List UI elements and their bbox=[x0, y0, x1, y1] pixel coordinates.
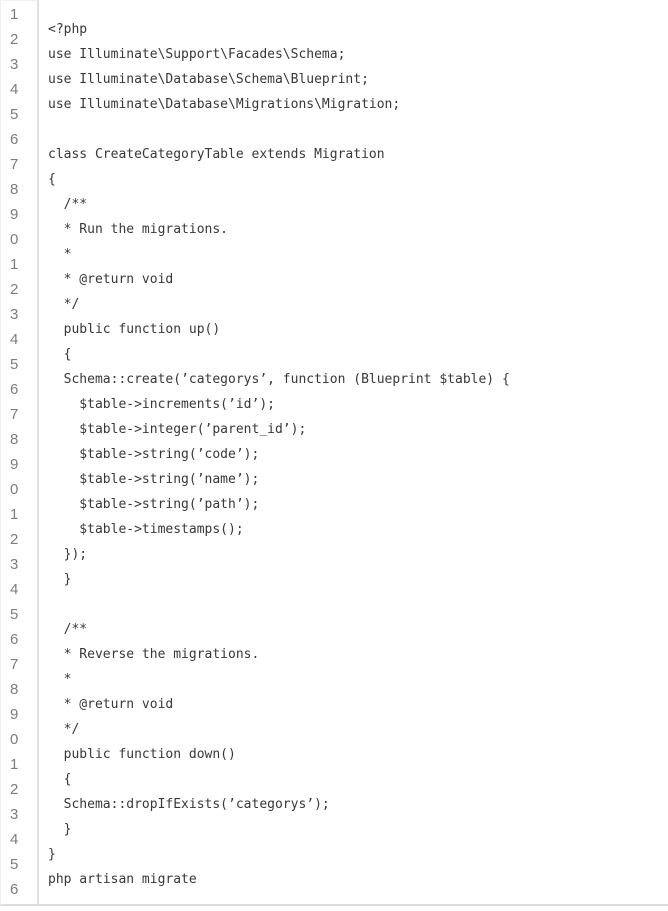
code-line: * Run the migrations. bbox=[48, 222, 229, 237]
code-line: }); bbox=[48, 547, 88, 562]
line-number: 9 bbox=[10, 456, 19, 473]
line-number: 1 bbox=[10, 256, 19, 273]
code-line: $table->string(’name’); bbox=[48, 472, 260, 487]
code-line: public function down() bbox=[48, 747, 236, 762]
code-line: * @return void bbox=[48, 697, 174, 712]
code-line bbox=[48, 117, 668, 142]
line-number: 3 bbox=[10, 806, 19, 823]
line-number: 2 bbox=[10, 781, 19, 798]
code-line: * Reverse the migrations. bbox=[48, 647, 260, 662]
code-line: /** bbox=[48, 622, 88, 637]
line-number: 5 bbox=[10, 356, 19, 373]
code-line: $table->increments(’id’); bbox=[48, 397, 275, 412]
line-number: 6 bbox=[10, 631, 19, 648]
line-number: 6 bbox=[10, 381, 19, 398]
line-number: 3 bbox=[10, 56, 19, 73]
code-line: php artisan migrate bbox=[48, 872, 197, 887]
line-number: 2 bbox=[10, 531, 19, 548]
code-line bbox=[48, 892, 668, 904]
line-number: 3 bbox=[10, 556, 19, 573]
line-number: 3 bbox=[10, 306, 19, 323]
line-number: 0 bbox=[10, 481, 19, 498]
line-number: 7 bbox=[10, 656, 19, 673]
line-number: 4 bbox=[10, 581, 19, 598]
code-line: $table->timestamps(); bbox=[48, 522, 244, 537]
code-line: { bbox=[48, 772, 72, 787]
code-line: } bbox=[48, 572, 72, 587]
line-number: 2 bbox=[10, 31, 19, 48]
code-line: use Illuminate\Database\Migrations\Migration; bbox=[48, 97, 401, 112]
code-line: */ bbox=[48, 297, 80, 312]
line-number: 0 bbox=[10, 731, 19, 748]
code-line: $table->string(’path’); bbox=[48, 497, 260, 512]
code-line: $table->string(’code’); bbox=[48, 447, 260, 462]
code-line bbox=[48, 592, 668, 617]
code-line: class CreateCategoryTable extends Migration bbox=[48, 147, 385, 162]
line-number: 1 bbox=[10, 6, 19, 23]
code-line: } bbox=[48, 847, 56, 862]
code-line: use Illuminate\Support\Facades\Schema; bbox=[48, 47, 346, 62]
line-number: 0 bbox=[10, 231, 19, 248]
code-line: } bbox=[48, 822, 72, 837]
line-number: 6 bbox=[10, 131, 19, 148]
code-line: $table->integer(’parent_id’); bbox=[48, 422, 307, 437]
line-number: 4 bbox=[10, 81, 19, 98]
line-number: 5 bbox=[10, 856, 19, 873]
line-number: 8 bbox=[10, 431, 19, 448]
line-number: 8 bbox=[10, 181, 19, 198]
line-number: 1 bbox=[10, 756, 19, 773]
code-line: * bbox=[48, 247, 72, 262]
line-number-gutter bbox=[1, 0, 39, 904]
line-number: 8 bbox=[10, 681, 19, 698]
line-number: 9 bbox=[10, 706, 19, 723]
line-number: 9 bbox=[10, 206, 19, 223]
code-line: */ bbox=[48, 722, 80, 737]
line-number: 4 bbox=[10, 331, 19, 348]
code-line: { bbox=[48, 172, 56, 187]
line-number: 2 bbox=[10, 281, 19, 298]
code-line: Schema::create(’categorys’, function (Blueprint $table) { bbox=[48, 372, 510, 387]
code-area bbox=[39, 0, 668, 904]
line-number: 7 bbox=[10, 156, 19, 173]
code-line: * bbox=[48, 672, 72, 687]
line-number: 5 bbox=[10, 106, 19, 123]
line-number: 6 bbox=[10, 881, 19, 898]
code-line: public function up() bbox=[48, 322, 221, 337]
code-line: use Illuminate\Database\Schema\Blueprint; bbox=[48, 72, 369, 87]
line-number: 4 bbox=[10, 831, 19, 848]
code-line: Schema::dropIfExists(’categorys’); bbox=[48, 797, 330, 812]
line-number: 5 bbox=[10, 606, 19, 623]
code-line: <?php bbox=[48, 22, 88, 37]
line-number: 7 bbox=[10, 406, 19, 423]
code-line: * @return void bbox=[48, 272, 174, 287]
code-line: { bbox=[48, 347, 72, 362]
code-line: /** bbox=[48, 197, 88, 212]
line-number: 1 bbox=[10, 506, 19, 523]
